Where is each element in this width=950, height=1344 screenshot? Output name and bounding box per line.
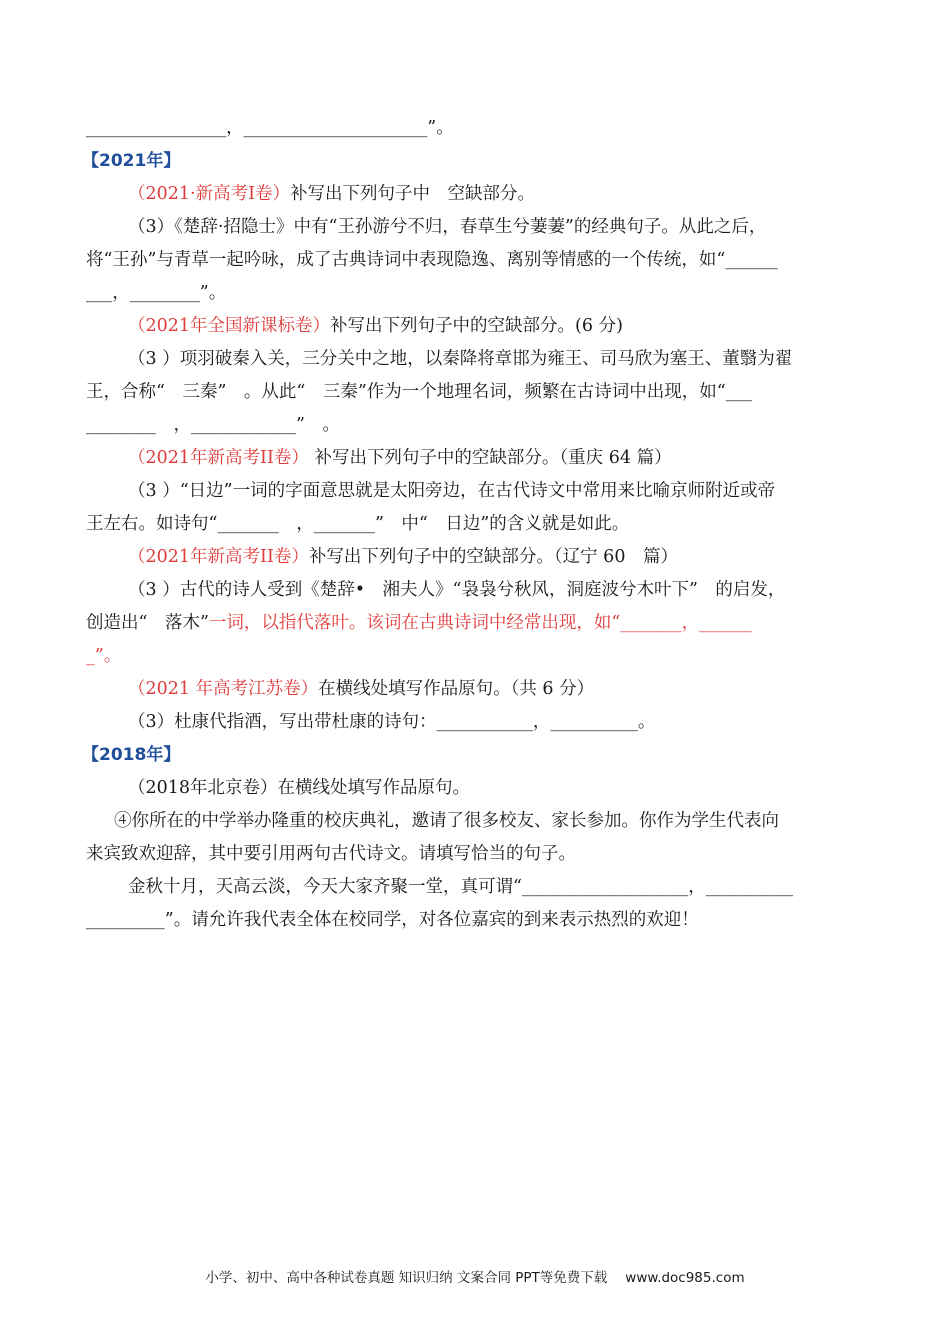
question-line xyxy=(86,607,864,640)
text-line: ________________，_____________________”。 xyxy=(86,118,454,138)
question-line: ④你所在的中学举办隆重的校庆典礼，邀请了很多校友、家长参加。你作为学生代表向 xyxy=(114,811,779,831)
question-text: 补写出下列句子中 空缺部分。 xyxy=(290,184,536,204)
highlighted-text: 一词，以指代落叶。该词在古典诗词中经常出现，如“_______，______ xyxy=(208,613,752,633)
question-line: 将“王孙”与青草一起吟咏，成了古典诗词中表现隐逸、离别等情感的一个传统，如“______ xyxy=(86,250,778,270)
question-line: _”。 xyxy=(86,646,122,666)
exam-source: （2021年全国新课标卷） xyxy=(128,316,331,336)
question-line: 王，合称“ 三秦” 。从此“ 三秦”作为一个地理名词，频繁在古诗词中出现，如“___ xyxy=(86,382,752,402)
question-text: 在横线处填写作品原句。（共 6 分） xyxy=(318,679,595,699)
exam-source: （2021年新高考II卷） xyxy=(128,448,309,468)
question-line: （3 ）古代的诗人受到《楚辞• 湘夫人》“袅袅兮秋风，洞庭波兮木叶下” 的启发， xyxy=(128,580,786,600)
question-intro: （2018年北京卷）在横线处填写作品原句。 xyxy=(128,778,471,798)
section-heading-2018: 【2018年】 xyxy=(82,745,181,765)
question-line: （3）杜康代指酒，写出带杜康的诗句：___________，__________。 xyxy=(128,712,656,732)
question-line: 金秋十月，天高云淡，今天大家齐聚一堂，真可谓“___________________，__________ xyxy=(128,877,794,897)
question-text: 补写出下列句子中的空缺部分。（重庆 64 篇） xyxy=(308,448,672,468)
exam-source: （2021年新高考II卷） xyxy=(128,547,309,567)
question-line: 王左右。如诗句“_______ ，_______” 中“ 日边”的含义就是如此。 xyxy=(86,514,630,534)
question-text: 补写出下列句子中的空缺部分。（辽宁 60 篇） xyxy=(308,547,678,567)
page-footer xyxy=(0,1266,950,1286)
footer-url[interactable]: www.doc985.com xyxy=(625,1270,745,1286)
footer-text: 小学、初中、高中各种试卷真题 知识归纳 文案合同 PPT等免费下载 xyxy=(205,1270,608,1286)
question-line: 来宾致欢迎辞，其中要引用两句古代诗文。请填写恰当的句子。 xyxy=(86,844,576,864)
question-intro xyxy=(86,178,864,211)
question-line: （3 ）项羽破秦入关，三分关中之地，以秦降将章邯为雍王、司马欣为塞王、董翳为翟 xyxy=(128,349,793,369)
section-heading-2021: 【2021年】 xyxy=(82,151,181,171)
question-text: 创造出“ 落木” xyxy=(86,613,209,633)
question-intro xyxy=(86,541,864,574)
document-body xyxy=(82,112,864,937)
question-intro xyxy=(86,673,864,706)
exam-source: （2021 年高考江苏卷） xyxy=(128,679,319,699)
question-line: _________”。请允许我代表全体在校同学，对各位嘉宾的到来表示热烈的欢迎！ xyxy=(86,910,699,930)
question-intro xyxy=(86,442,864,475)
question-line: ________ ，____________” 。 xyxy=(86,415,340,435)
question-line: （3 ）“日边”一词的字面意思就是太阳旁边，在古代诗文中常用来比喻京师附近或帝 xyxy=(128,481,776,501)
question-line: （3）《楚辞·招隐士》中有“王孙游兮不归，春草生兮萋萋”的经典句子。从此之后， xyxy=(128,217,767,237)
question-text: 补写出下列句子中的空缺部分。(6 分) xyxy=(330,316,623,336)
question-intro xyxy=(86,310,864,343)
question-line: ___，________”。 xyxy=(86,283,227,303)
exam-source: （2021·新高考Ⅰ卷） xyxy=(128,184,291,204)
